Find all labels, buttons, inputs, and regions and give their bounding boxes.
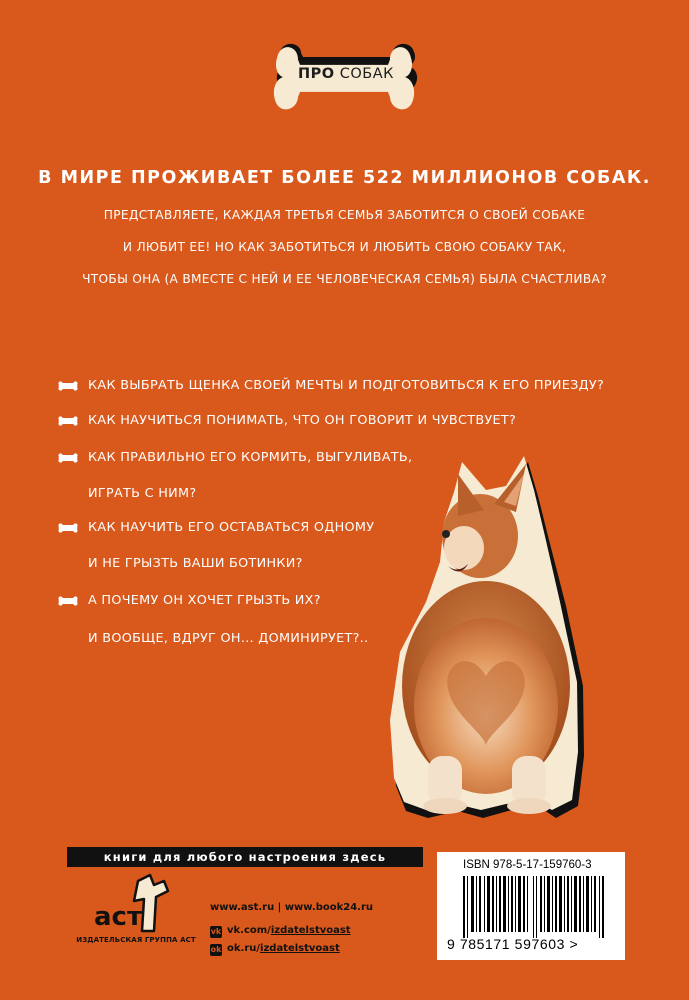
- pro-sobak-badge: [272, 40, 420, 114]
- bone-icon: [57, 452, 79, 464]
- intro-line: И ЛЮБИТ ЕЕ! НО КАК ЗАБОТИТЬСЯ И ЛЮБИТЬ СВОЮ СОБАКУ ТАК,: [122, 240, 567, 254]
- vk-prefix: vk.com/: [227, 925, 271, 936]
- ast-logo-text: аст: [94, 902, 143, 932]
- badge-regular-word: СОБАК: [339, 66, 394, 82]
- bone-icon: [57, 522, 79, 534]
- isbn-digits: 9 785171 597603 >: [447, 936, 579, 952]
- isbn-barcode-box: [437, 852, 625, 960]
- barcode-icon: [463, 876, 613, 938]
- publisher-caption: ИЗДАТЕЛЬСКАЯ ГРУППА АСТ: [76, 936, 196, 944]
- ok-link[interactable]: [227, 943, 340, 954]
- ok-name: izdatelstvoast: [260, 943, 340, 954]
- bone-icon: [57, 415, 79, 427]
- vk-link[interactable]: [227, 925, 351, 936]
- badge-bold-word: ПРО: [298, 66, 335, 82]
- question-text: А ПОЧЕМУ ОН ХОЧЕТ ГРЫЗТЬ ИХ?: [88, 593, 321, 608]
- question-text: И ВООБЩЕ, ВДРУГ ОН... ДОМИНИРУЕТ?..: [88, 631, 369, 646]
- badge-label: [272, 66, 420, 82]
- question-text: И НЕ ГРЫЗТЬ ВАШИ БОТИНКИ?: [88, 556, 303, 571]
- ast-logo-icon: [94, 873, 174, 935]
- question-text: ИГРАТЬ С НИМ?: [88, 486, 197, 501]
- question-text: КАК НАУЧИТЬСЯ ПОНИМАТЬ, ЧТО ОН ГОВОРИТ И ЧУВСТВУЕТ?: [88, 413, 517, 428]
- ok-icon: ok: [210, 945, 222, 954]
- vk-name: izdatelstvoast: [270, 925, 351, 936]
- bone-icon: [57, 595, 79, 607]
- tagline: книги для любого настроения здесь: [67, 847, 423, 867]
- isbn-label: ISBN 978-5-17-159760-3: [463, 859, 592, 871]
- websites-link[interactable]: www.ast.ru | www.book24.ru: [210, 902, 374, 913]
- bone-icon: [57, 380, 79, 392]
- question-text: КАК ВЫБРАТЬ ЩЕНКА СВОЕЙ МЕЧТЫ И ПОДГОТОВИТЬСЯ К ЕГО ПРИЕЗДУ?: [88, 378, 605, 393]
- question-text: КАК ПРАВИЛЬНО ЕГО КОРМИТЬ, ВЫГУЛИВАТЬ,: [88, 450, 413, 465]
- intro-line: ПРЕДСТАВЛЯЕТЕ, КАЖДАЯ ТРЕТЬЯ СЕМЬЯ ЗАБОТИТСЯ О СВОЕЙ СОБАКЕ: [103, 208, 586, 222]
- vk-icon: vk: [210, 927, 222, 936]
- ok-prefix: ok.ru/: [227, 943, 261, 954]
- corgi-photo: [388, 456, 588, 826]
- intro-line: ЧТОБЫ ОНА (А ВМЕСТЕ С НЕЙ И ЕЕ ЧЕЛОВЕЧЕСКАЯ СЕМЬЯ) БЫЛА СЧАСТЛИВА?: [82, 272, 607, 286]
- question-text: КАК НАУЧИТЬ ЕГО ОСТАВАТЬСЯ ОДНОМУ: [88, 520, 375, 535]
- headline: В МИРЕ ПРОЖИВАЕТ БОЛЕЕ 522 МИЛЛИОНОВ СОБАК.: [38, 168, 651, 188]
